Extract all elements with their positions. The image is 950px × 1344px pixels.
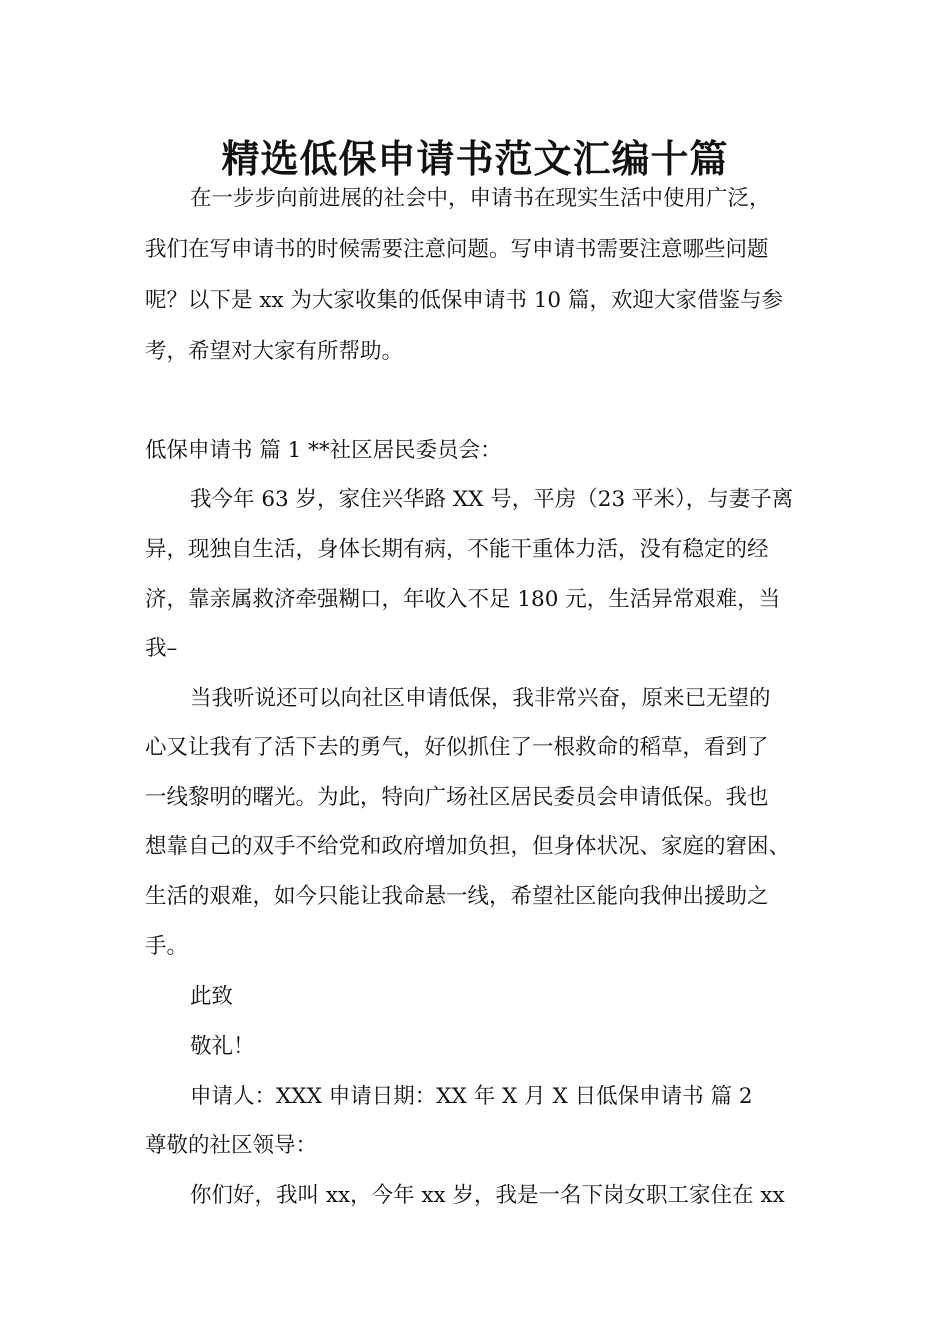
body-line: 我今年 63 岁，家住兴华路 XX 号，平房（23 平米），与妻子离 (190, 487, 794, 512)
section-heading-1: 低保申请书 篇 1 **社区居民委员会： (145, 438, 502, 463)
closing-line: 敬礼！ (190, 1034, 255, 1059)
document-title: 精选低保申请书范文汇编十篇 (221, 137, 729, 181)
body-line: 一线黎明的曙光。为此，特向广场社区居民委员会申请低保。我也 (145, 785, 769, 810)
intro-line-1: 在一步步向前进展的社会中，申请书在现实生活中使用广泛， (190, 186, 771, 211)
body-line: 心又让我有了活下去的勇气，好似抓住了一根救命的稻草，看到了 (145, 735, 769, 760)
body-line: 你们好，我叫 xx，今年 xx 岁，我是一名下岗女职工家住在 xx (190, 1183, 785, 1208)
salutation-line: 尊敬的社区领导： (145, 1133, 318, 1158)
body-line: 生活的艰难，如今只能让我命悬一线，希望社区能向我伸出援助之 (145, 884, 769, 909)
intro-line-3: 呢？以下是 xx 为大家收集的低保申请书 10 篇，欢迎大家借鉴与参 (145, 288, 783, 313)
applicant-line: 申请人：XXX 申请日期：XX 年 X 月 X 日低保申请书 篇 2 (190, 1084, 753, 1109)
closing-line: 此致 (190, 984, 234, 1009)
body-line: 济，靠亲属救济牵强糊口，年收入不足 180 元，生活异常艰难，当 (145, 587, 781, 612)
body-line: 异，现独自生活，身体长期有病，不能干重体力活，没有稳定的经 (145, 537, 769, 562)
body-line: 想靠自己的双手不给党和政府增加负担，但身体状况、家庭的窘困、 (145, 834, 791, 859)
intro-line-4: 考，希望对大家有所帮助。 (145, 339, 404, 364)
body-line: 我– (145, 636, 178, 661)
body-line: 当我听说还可以向社区申请低保，我非常兴奋，原来已无望的 (190, 686, 771, 711)
intro-line-2: 我们在写申请书的时候需要注意问题。写申请书需要注意哪些问题 (145, 237, 769, 262)
body-line: 手。 (145, 934, 189, 959)
